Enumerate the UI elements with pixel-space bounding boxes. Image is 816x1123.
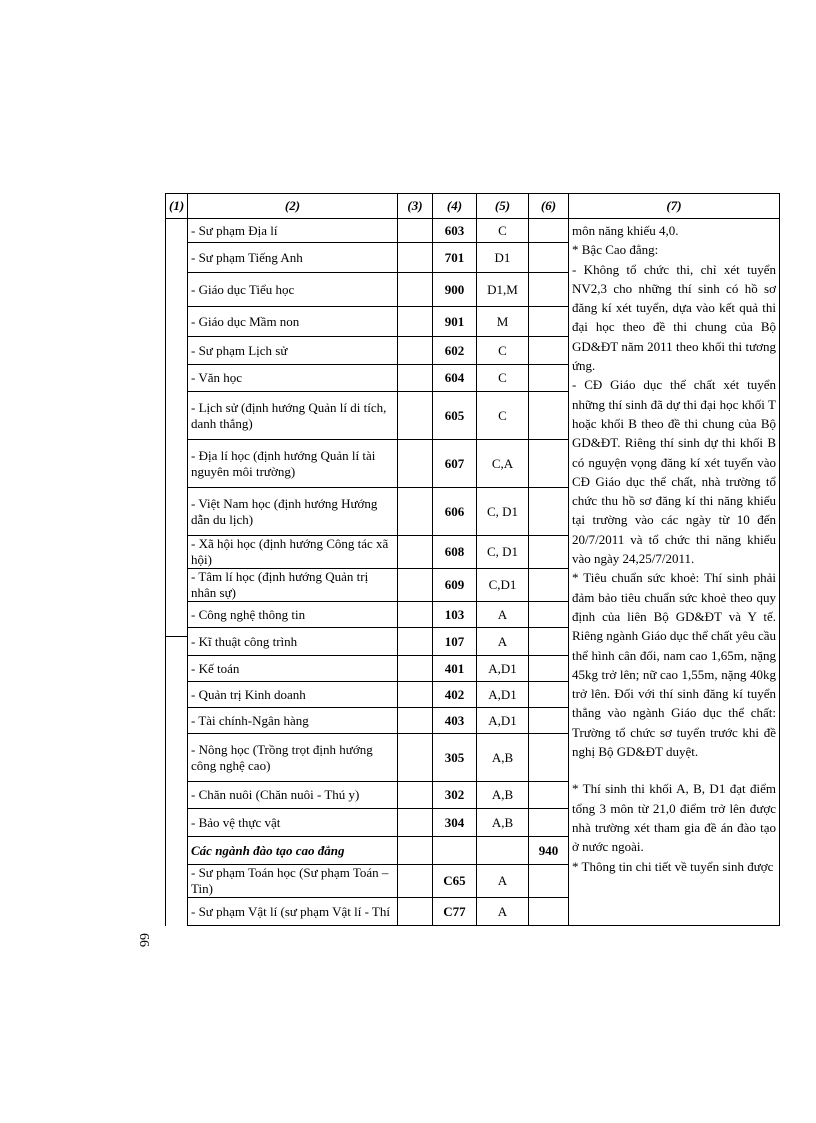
program-name: - Kĩ thuật công trình	[188, 628, 398, 656]
quota-cell	[529, 365, 569, 392]
exam-block: A	[477, 628, 529, 656]
exam-block: C,A	[477, 440, 529, 488]
exam-block: A,D1	[477, 656, 529, 682]
program-name: - Lịch sử (định hướng Quản lí di tích, danh thắng)	[188, 392, 398, 440]
program-name: - Sư phạm Toán học (Sư phạm Toán – Tin)	[188, 865, 398, 898]
quota-cell	[529, 307, 569, 337]
program-name: - Sư phạm Địa lí	[188, 219, 398, 243]
exam-block	[477, 837, 529, 865]
program-code: 900	[433, 273, 477, 307]
quota-cell: 940	[529, 837, 569, 865]
program-name: - Công nghệ thông tin	[188, 602, 398, 628]
program-code: 608	[433, 536, 477, 569]
quota-cell	[529, 219, 569, 243]
col3-cell	[398, 898, 433, 926]
program-name: - Quản trị Kinh doanh	[188, 682, 398, 708]
col1-cell	[166, 809, 188, 837]
program-code: 609	[433, 569, 477, 602]
quota-cell	[529, 440, 569, 488]
col1-cell	[166, 628, 188, 656]
exam-block: D1	[477, 243, 529, 273]
exam-block: C	[477, 365, 529, 392]
quota-cell	[529, 656, 569, 682]
header-row	[166, 194, 780, 219]
program-code: 605	[433, 392, 477, 440]
col1-cell	[166, 708, 188, 734]
header-col-1: (1)	[166, 194, 188, 219]
program-name: - Chăn nuôi (Chăn nuôi - Thú y)	[188, 782, 398, 809]
note-paragraph: * Tiêu chuẩn sức khoẻ: Thí sinh phải đảm bảo tiêu chuẩn sức khoẻ theo quy định của liên Bộ GD&ĐT và Y tế. Riêng ngành Giáo dục thể chất yêu cầu thể hình cân đối, nam cao 1,65m, nặng 45kg trở lên; nữ cao 1,55m, nặng 40kg trở lên. Đối với thí sinh đăng kí tuyển thẳng vào ngành Giáo dục thể chất: Trường tổ chức sơ tuyển trước khi đề nghị Bộ GD&ĐT duyệt.	[572, 570, 776, 760]
col1-cell	[166, 734, 188, 782]
col1-cell	[166, 782, 188, 809]
program-name: - Kế toán	[188, 656, 398, 682]
exam-block: A,B	[477, 809, 529, 837]
col1-cell	[166, 392, 188, 440]
quota-cell	[529, 734, 569, 782]
row-divider-line	[165, 636, 187, 637]
page-cut-edge	[165, 956, 779, 962]
col1-cell	[166, 337, 188, 365]
exam-block: A	[477, 602, 529, 628]
header-col-2: (2)	[188, 194, 398, 219]
col1-cell	[166, 488, 188, 536]
col3-cell	[398, 682, 433, 708]
program-code: 305	[433, 734, 477, 782]
col1-cell	[166, 837, 188, 865]
col3-cell	[398, 865, 433, 898]
quota-cell	[529, 602, 569, 628]
header-col-4: (4)	[433, 194, 477, 219]
notes-cell	[569, 219, 780, 926]
note-paragraph: - Không tổ chức thi, chỉ xét tuyển NV2,3 cho những thí sinh có hồ sơ đăng kí xét tuyển, dựa vào kết quả thi đại học theo đề thi chung của Bộ GD&ĐT năm 2011 theo khối thi tương ứng.	[572, 261, 776, 374]
col1-cell	[166, 536, 188, 569]
col3-cell	[398, 734, 433, 782]
exam-block: A	[477, 898, 529, 926]
program-name: - Xã hội học (định hướng Công tác xã hội)	[188, 536, 398, 569]
col1-cell	[166, 865, 188, 898]
col3-cell	[398, 569, 433, 602]
col3-cell	[398, 708, 433, 734]
program-name: - Việt Nam học (định hướng Hướng dẫn du lịch)	[188, 488, 398, 536]
exam-block: A,B	[477, 734, 529, 782]
exam-block: M	[477, 307, 529, 337]
quota-cell	[529, 682, 569, 708]
program-name: - Văn học	[188, 365, 398, 392]
col1-cell	[166, 365, 188, 392]
quota-cell	[529, 782, 569, 809]
col3-cell	[398, 809, 433, 837]
quota-cell	[529, 708, 569, 734]
header-col-5: (5)	[477, 194, 529, 219]
exam-block: A,D1	[477, 682, 529, 708]
col3-cell	[398, 440, 433, 488]
note-paragraph	[572, 761, 776, 779]
note-paragraph: - CĐ Giáo dục thể chất xét tuyển những thí sinh đã dự thi đại học khối T hoặc khối B theo đề thi chung của Bộ GD&ĐT. Riêng thí sinh dự thi khối B có nguyện vọng đăng kí xét tuyển vào CĐ Giáo dục thể chất, nhà trường tổ chức thu hồ sơ đăng kí thi năng khiếu tại trường vào các ngày từ 10 đến 20/7/2011 và tổ chức thi năng khiếu vào ngày 24,25/7/2011.	[572, 377, 776, 567]
col1-cell	[166, 898, 188, 926]
header-col-6: (6)	[529, 194, 569, 219]
quota-cell	[529, 337, 569, 365]
program-code: 603	[433, 219, 477, 243]
program-code: 602	[433, 337, 477, 365]
col3-cell	[398, 219, 433, 243]
page-number: 66	[136, 933, 151, 947]
program-name: - Giáo dục Tiểu học	[188, 273, 398, 307]
program-code: 606	[433, 488, 477, 536]
col1-cell	[166, 602, 188, 628]
quota-cell	[529, 569, 569, 602]
table-row	[166, 219, 780, 243]
note-paragraph: * Thông tin chi tiết về tuyển sinh được	[572, 858, 774, 874]
exam-block: A,B	[477, 782, 529, 809]
col1-cell	[166, 273, 188, 307]
quota-cell	[529, 809, 569, 837]
program-code	[433, 837, 477, 865]
program-code: 107	[433, 628, 477, 656]
program-code: C65	[433, 865, 477, 898]
admissions-table	[165, 193, 780, 926]
col1-cell	[166, 243, 188, 273]
quota-cell	[529, 865, 569, 898]
col1-cell	[166, 219, 188, 243]
program-code: 607	[433, 440, 477, 488]
col3-cell	[398, 656, 433, 682]
col3-cell	[398, 488, 433, 536]
col1-cell	[166, 307, 188, 337]
col3-cell	[398, 365, 433, 392]
exam-block: C	[477, 392, 529, 440]
program-name: - Địa lí học (định hướng Quản lí tài nguyên môi trường)	[188, 440, 398, 488]
exam-block: C	[477, 337, 529, 365]
program-name: - Tâm lí học (định hướng Quản trị nhân sự)	[188, 569, 398, 602]
col1-cell	[166, 440, 188, 488]
note-paragraph: * Bậc Cao đẳng:	[572, 242, 659, 258]
program-name: - Nông học (Trồng trọt định hướng công nghệ cao)	[188, 734, 398, 782]
col1-cell	[166, 656, 188, 682]
program-code: 302	[433, 782, 477, 809]
col3-cell	[398, 392, 433, 440]
program-name: - Sư phạm Vật lí (sư phạm Vật lí - Thí	[188, 898, 398, 926]
program-code: 604	[433, 365, 477, 392]
col3-cell	[398, 602, 433, 628]
note-paragraph: * Thí sinh thi khối A, B, D1 đạt điểm tổng 3 môn từ 21,0 điểm trở lên được nhà trường xét tham gia đề án đào tạo ở nước ngoài.	[572, 781, 776, 855]
program-code: C77	[433, 898, 477, 926]
program-name: Các ngành đào tạo cao đẳng	[188, 837, 398, 865]
exam-block: C, D1	[477, 536, 529, 569]
quota-cell	[529, 273, 569, 307]
quota-cell	[529, 392, 569, 440]
quota-cell	[529, 898, 569, 926]
program-name: - Bảo vệ thực vật	[188, 809, 398, 837]
quota-cell	[529, 628, 569, 656]
program-code: 304	[433, 809, 477, 837]
program-code: 701	[433, 243, 477, 273]
exam-block: A	[477, 865, 529, 898]
col3-cell	[398, 628, 433, 656]
program-name: - Tài chính-Ngân hàng	[188, 708, 398, 734]
program-name: - Sư phạm Lịch sử	[188, 337, 398, 365]
col3-cell	[398, 337, 433, 365]
program-name: - Giáo dục Mầm non	[188, 307, 398, 337]
note-paragraph: môn năng khiếu 4,0.	[572, 223, 679, 238]
exam-block: A,D1	[477, 708, 529, 734]
col3-cell	[398, 536, 433, 569]
program-name: - Sư phạm Tiếng Anh	[188, 243, 398, 273]
program-code: 403	[433, 708, 477, 734]
program-code: 103	[433, 602, 477, 628]
program-code: 402	[433, 682, 477, 708]
program-code: 401	[433, 656, 477, 682]
program-code: 901	[433, 307, 477, 337]
quota-cell	[529, 536, 569, 569]
col1-cell	[166, 682, 188, 708]
col3-cell	[398, 837, 433, 865]
col1-cell	[166, 569, 188, 602]
exam-block: D1,M	[477, 273, 529, 307]
col3-cell	[398, 782, 433, 809]
exam-block: C	[477, 219, 529, 243]
exam-block: C, D1	[477, 488, 529, 536]
col3-cell	[398, 307, 433, 337]
header-col-3: (3)	[398, 194, 433, 219]
header-col-7: (7)	[569, 194, 780, 219]
exam-block: C,D1	[477, 569, 529, 602]
quota-cell	[529, 243, 569, 273]
col3-cell	[398, 273, 433, 307]
col3-cell	[398, 243, 433, 273]
quota-cell	[529, 488, 569, 536]
